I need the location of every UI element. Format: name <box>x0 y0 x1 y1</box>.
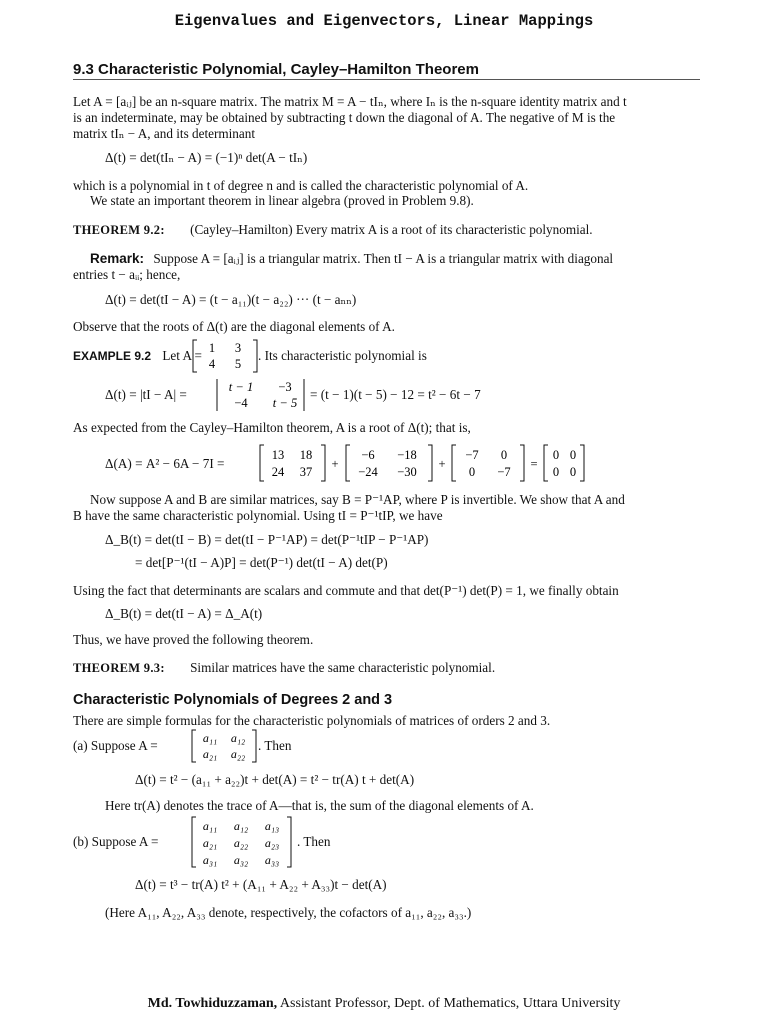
subsection-title: Characteristic Polynomials of Degrees 2 and 3 <box>73 692 393 708</box>
similar-line2: B have the same characteristic polynomial. Using tI = P⁻¹tIP, we have <box>73 508 443 523</box>
remark-label: Remark: <box>90 251 145 266</box>
theorem-9-2 <box>73 222 593 238</box>
case-a-then: . Then <box>258 738 292 753</box>
similar-eq1: Δ_B(t) = det(tI − B) = det(tI − P⁻¹AP) = det(P⁻¹tIP − P⁻¹AP) <box>105 532 429 547</box>
m4-22: 0 <box>569 465 577 479</box>
cayley-matrices <box>258 443 588 483</box>
equals: = <box>530 457 538 471</box>
cayley-left: Δ(A) = A² − 6A − 7I = <box>105 456 225 471</box>
para1-line2: is an indeterminate, may be obtained by subtracting t down the diagonal of A. The negative of M is the <box>73 110 616 125</box>
case-a-12: a₁₂ <box>230 731 246 745</box>
case-a-equation: Δ(t) = t² − (a₁₁ + a₂₂)t + det(A) = t² − tr(A) t + det(A) <box>135 772 415 787</box>
det-12: −3 <box>278 380 292 394</box>
m2-22: −30 <box>397 465 417 479</box>
case-b-equation: Δ(t) = t³ − tr(A) t² + (A₁₁ + A₂₂ + A₃₃)t − det(A) <box>135 877 387 892</box>
remark-line1: Suppose A = [aᵢⱼ] is a triangular matrix. Then tI − A is a triangular matrix with diagonal <box>153 251 614 266</box>
using-fact: Using the fact that determinants are scalars and commute and that det(P⁻¹) det(P) = 1, we finally obtain <box>73 583 619 598</box>
m2-11: −6 <box>361 448 375 462</box>
det-22: t − 5 <box>272 396 298 410</box>
case-a-22: a₂₂ <box>230 747 246 761</box>
m2-12: −18 <box>397 448 417 462</box>
case-a-21: a₂₁ <box>202 747 218 761</box>
example-det-right: = (t − 1)(t − 5) − 12 = t² − 6t − 7 <box>310 387 481 402</box>
theorem-9-3-label: THEOREM 9.3: <box>73 661 165 675</box>
footer-author: Md. Towhiduzzaman, <box>147 996 278 1011</box>
a-11: 1 <box>208 341 216 355</box>
case-b-label: (b) Suppose A = <box>73 834 159 849</box>
case-a-label: (a) Suppose A = <box>73 738 158 753</box>
thus-text: Thus, we have proved the following theorem. <box>73 632 314 647</box>
example-matrix-A <box>190 338 260 374</box>
m4-11: 0 <box>552 448 560 462</box>
det-11: t − 1 <box>228 380 254 394</box>
case-b-21: a₂₁ <box>202 836 218 850</box>
m1-11: 13 <box>271 448 285 462</box>
plus-1: + <box>331 457 339 471</box>
case-b-33: a₃₃ <box>264 853 280 867</box>
observe-text: Observe that the roots of Δ(t) are the diagonal elements of A. <box>73 319 395 334</box>
case-b-23: a₂₃ <box>264 836 280 850</box>
a-22: 5 <box>234 357 242 371</box>
delta-equation: Δ(t) = det(tIₙ − A) = (−1)ⁿ det(A − tIₙ) <box>105 150 308 165</box>
case-b-then: . Then <box>297 834 331 849</box>
remark <box>90 251 613 267</box>
m3-22: −7 <box>497 465 511 479</box>
m4-21: 0 <box>552 465 560 479</box>
remark-line2: entries t − aᵢᵢ; hence, <box>73 267 181 282</box>
a-21: 4 <box>208 357 216 371</box>
simple-formulas: There are simple formulas for the characteristic polynomials of matrices of orders 2 and 3. <box>73 713 551 728</box>
footer-affiliation: Assistant Professor, Dept. of Mathematics, Uttara University <box>277 996 621 1011</box>
case-b-12: a₁₂ <box>233 819 249 833</box>
case-a-matrix <box>190 728 260 764</box>
similar-line1: Now suppose A and B are similar matrices, say B = P⁻¹AP, where P is invertible. We show that A and <box>90 492 625 507</box>
theorem-9-3-text: Similar matrices have the same characteristic polynomial. <box>190 660 496 675</box>
similar-eq2: = det[P⁻¹(tI − A)P] = det(P⁻¹) det(tI − A) det(P) <box>135 555 388 570</box>
det-21: −4 <box>234 396 248 410</box>
example-label: EXAMPLE 9.2 <box>73 349 152 363</box>
case-b-13: a₁₃ <box>264 819 280 833</box>
case-b-22: a₂₂ <box>233 836 249 850</box>
theorem-9-3 <box>73 660 495 676</box>
a-12: 3 <box>234 341 242 355</box>
plus-2: + <box>438 457 446 471</box>
case-b-matrix <box>190 815 295 869</box>
remark-equation: Δ(t) = det(tI − A) = (t − a₁₁)(t − a₂₂) ··· (t − aₙₙ) <box>105 292 357 307</box>
theorem-9-2-label: THEOREM 9.2: <box>73 223 165 237</box>
para1-line3: matrix tIₙ − A, and its determinant <box>73 126 255 141</box>
case-b-31: a₃₁ <box>202 853 218 867</box>
m2-21: −24 <box>358 465 378 479</box>
running-header: Eigenvalues and Eigenvectors, Linear Mappings <box>174 12 594 30</box>
m3-21: 0 <box>468 465 476 479</box>
case-a-11: a₁₁ <box>202 731 218 745</box>
example-after: . Its characteristic polynomial is <box>258 348 427 363</box>
case-a-note: Here tr(A) denotes the trace of A—that is, the sum of the diagonal elements of A. <box>105 798 534 813</box>
m3-11: −7 <box>465 448 479 462</box>
para2-line1: which is a polynomial in t of degree n and is called the characteristic polynomial of A. <box>73 178 529 193</box>
m3-12: 0 <box>500 448 508 462</box>
para2-line2: We state an important theorem in linear algebra (proved in Problem 9.8). <box>90 193 474 208</box>
example-9-2-intro <box>73 348 202 364</box>
m4-12: 0 <box>569 448 577 462</box>
case-b-11: a₁₁ <box>202 819 218 833</box>
m1-22: 37 <box>299 465 313 479</box>
expected-text: As expected from the Cayley–Hamilton theorem, A is a root of Δ(t); that is, <box>73 420 471 435</box>
theorem-9-2-text: (Cayley–Hamilton) Every matrix A is a root of its characteristic polynomial. <box>190 222 593 237</box>
case-b-note: (Here A₁₁, A₂₂, A₃₃ denote, respectively, the cofactors of a₁₁, a₂₂, a₃₃.) <box>105 905 472 920</box>
m1-21: 24 <box>271 465 285 479</box>
para1-line1: Let A = [aᵢⱼ] be an n-square matrix. The matrix M = A − tIₙ, where Iₙ is the n-square identity matrix and t <box>73 94 627 109</box>
example-let: Let A = <box>162 348 202 363</box>
example-det-left: Δ(t) = |tI − A| = <box>105 387 187 402</box>
case-b-32: a₃₂ <box>233 853 249 867</box>
page-footer <box>0 996 768 1012</box>
example-det-matrix <box>213 377 308 413</box>
section-title: 9.3 Characteristic Polynomial, Cayley–Hamilton Theorem <box>73 61 700 80</box>
m1-12: 18 <box>299 448 313 462</box>
final-equation: Δ_B(t) = det(tI − A) = Δ_A(t) <box>105 606 263 621</box>
